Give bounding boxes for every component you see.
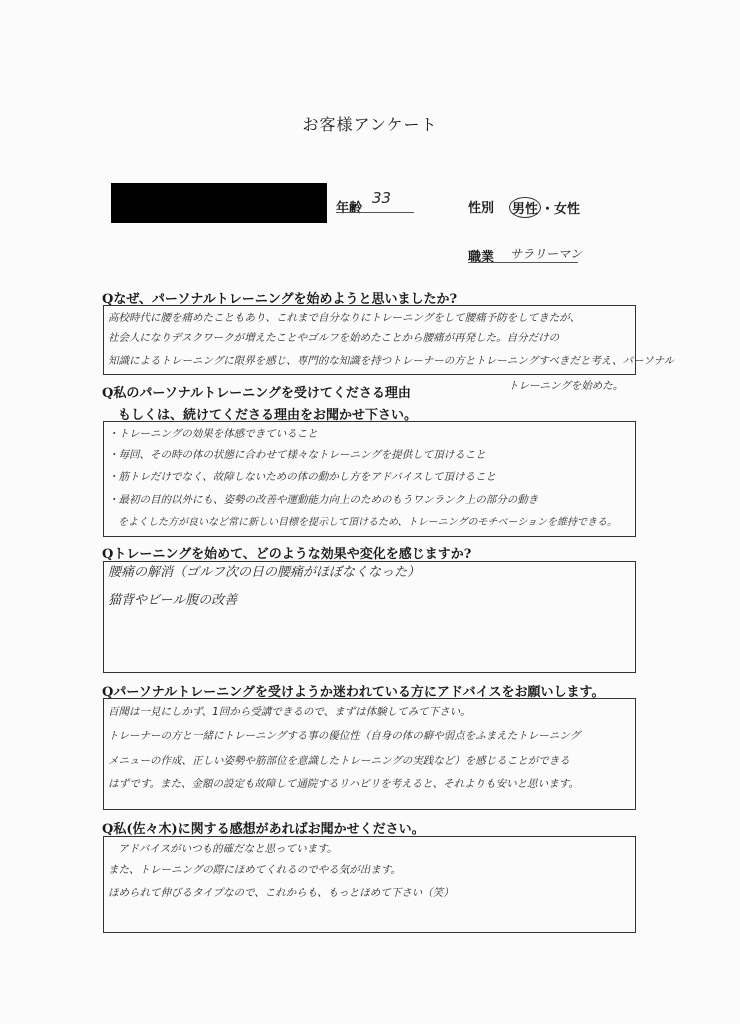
answer-1-line-3: 知識によるトレーニングに限界を感じ、専門的な知識を持つトレーナーの方とトレーニングすべきだと考え、パーソナル <box>108 355 675 367</box>
gender-label: 性別 <box>468 201 495 216</box>
page-title: お客様アンケート <box>302 115 438 134</box>
age-label: 年齢 <box>336 201 363 216</box>
gender-separator: ・ <box>541 202 555 217</box>
answer-2-line-4: ・最初の目的以外にも、姿勢の改善や運動能力向上のためのもうワンランク上の部分の動き <box>108 494 539 506</box>
answer-5-line-1: アドバイスがいつも的確だなと思っています。 <box>118 843 338 855</box>
answer-4-line-4: はずです。また、金額の設定も故障して通院するリハビリを考えると、それよりも安いと思います。 <box>108 778 579 790</box>
question-3: Qトレーニングを始めて、どのような効果や変化を感じますか? <box>102 547 472 562</box>
job-label: 職業 <box>468 250 495 265</box>
answer-2-line-2: ・毎回、その時の体の状態に合わせて様々なトレーニングを提供して頂けること <box>108 449 486 461</box>
gender-options <box>509 197 580 218</box>
answer-1-line-1: 高校時代に腰を痛めたこともあり、これまで自分なりにトレーニングをして腰痛予防をしてきたが、 <box>108 312 581 324</box>
question-2: Q私のパーソナルトレーニングを受けてくださる理由 <box>102 386 411 401</box>
question-2-sub: もしくは、続けてくださる理由をお聞かせ下さい。 <box>118 408 418 423</box>
gender-male-selected: 男性 <box>509 197 541 218</box>
answer-3-line-1: 腰痛の解消（ゴルフ次の日の腰痛がほぼなくなった） <box>108 565 421 580</box>
question-1: Qなぜ、パーソナルトレーニングを始めようと思いましたか? <box>102 292 458 307</box>
answer-1-line-4: トレーニングを始めた。 <box>508 380 624 392</box>
answer-5-line-3: ほめられて伸びるタイプなので、これからも、もっとほめて下さい（笑） <box>108 887 454 899</box>
answer-5-line-2: また、トレーニングの際にほめてくれるのでやる気が出ます。 <box>108 864 401 876</box>
age-value: 33 <box>372 189 392 207</box>
question-5: Q私(佐々木)に関する感想があればお聞かせください。 <box>102 822 425 837</box>
answer-1-line-2: 社会人になりデスクワークが増えたことやゴルフを始めたことから腰痛が再発した。自分だけの <box>108 332 560 344</box>
answer-2-line-3: ・筋トレだけでなく、故障しないための体の動かし方をアドバイスして頂けること <box>108 471 496 483</box>
redacted-name <box>111 183 327 223</box>
age-underline <box>336 212 414 213</box>
gender-female: 女性 <box>554 202 581 217</box>
answer-2-line-5: をよくした方が良いなど常に新しい目標を提示して頂けるため、トレーニングのモチベーションを維持できる。 <box>108 517 617 528</box>
job-underline <box>468 262 578 263</box>
answer-4-line-1: 百聞は一見にしかず、1回から受講できるので、まずは体験してみて下さい。 <box>108 706 471 718</box>
answer-4-line-3: メニューの作成、正しい姿勢や筋部位を意識したトレーニングの実践など）を感じることができる <box>108 755 570 767</box>
job-value: サラリーマン <box>510 247 583 261</box>
answer-4-line-2: トレーナーの方と一緒にトレーニングする事の優位性（自身の体の癖や弱点をふまえたトレーニング <box>108 730 581 742</box>
question-4: Qパーソナルトレーニングを受けようか迷われている方にアドバイスをお願いします。 <box>102 685 605 700</box>
answer-2-line-1: ・トレーニングの効果を体感できていること <box>108 428 318 440</box>
answer-3-line-2: 猫背やビール腹の改善 <box>108 593 238 608</box>
